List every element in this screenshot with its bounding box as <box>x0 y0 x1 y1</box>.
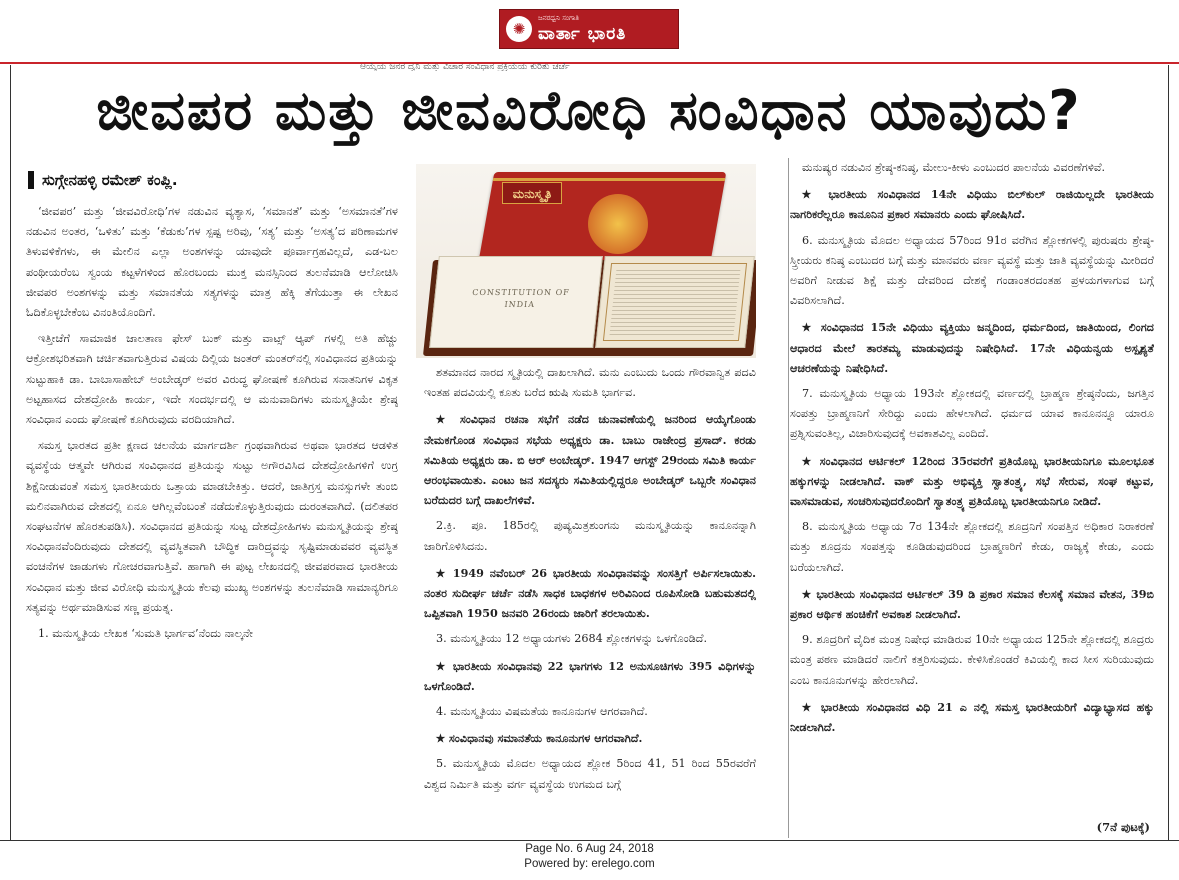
article-photo <box>416 164 756 358</box>
paragraph: ★ 1949 ನವೆಂಬರ್ 26 ಭಾರತೀಯ ಸಂವಿಧಾನವನ್ನು ಸಂಸತ್ತಿಗೆ ಅರ್ಪಿಸಲಾಯಿತು. ನಂತರ ಸುದೀರ್ಘ ಚರ್ಚೆ ನಡೆಸಿ ಸಾಧಕ ಬಾಧಕಗಳ ಅರಿವಿನಿಂದ ರೂಪಿಸೋಡಿ ಬಹುಮತದಲ್ಲಿ ಒಪ್ಪಿತವಾಗಿ 1950 ಜನವರಿ 26ರಂದು ಜಾರಿಗೆ ತರಲಾಯಿತು. <box>424 565 756 621</box>
paragraph: 5. ಮನುಸ್ಮೃತಿಯ ಮೊದಲ ಅಧ್ಯಾಯದ ಶ್ಲೋಕ 5ರಿಂದ 41, 51 ರಿಂದ 55ರವರೆಗೆ ವಿಶ್ವದ ನಿರ್ಮಿತಿ ಮತ್ತು ವರ್ಗ ವ್ಯವಸ್ಥೆಯ ಉಗಮದ ಬಗ್ಗೆ <box>424 757 756 791</box>
article-column-1 <box>26 202 398 842</box>
page-footer <box>0 842 1179 876</box>
paragraph: ಸಮಸ್ತ ಭಾರತದ ಪ್ರತೀ ಕ್ಷಣದ ಚಲನೆಯ ಮಾರ್ಗದರ್ಶಿ ಗ್ರಂಥವಾಗಿರುವ ಅಥವಾ ಭಾರತದ ಆಡಳಿತ ವ್ಯವಸ್ಥೆಯ ಆತ್ಮವೇ ಆಗಿರುವ ಸಂವಿಧಾನದ ಪ್ರತಿಯನ್ನು ಸುಟ್ಟು ಅಗೌರವಿಸಿದ ದೇಶದ್ರೋಹಿಗಳಿಗೆ ಉಗ್ರ ಶಿಕ್ಷೆನೀಡುವಂತೆ ಸಮಸ್ತ ಭಾರತೀಯರು ಒತ್ತಾಯ ಮಾಡಬೇಕಿತ್ತು. ಆದರೆ, ಜಾತಿಗ್ರಸ್ತ ಮನಸ್ಸುಗಳೇ ತುಂಬಿ ಮಲಿನವಾಗಿರುವ ದೇಶದಲ್ಲಿ ಏನೂ ಆಗಿಲ್ಲವೆಂಬಂತೆ ನಡೆದುಕೊಳ್ಳುತ್ತಿರುವುದು ದುರಂತವಾಗಿದೆ. (ದಲಿತಪರ ಸಂಘಟನೆಗಳ ಹೊರತುಪಡಿಸಿ). ಸಂವಿಧಾನದ ಪ್ರತಿಯನ್ನು ಸುಟ್ಟ ದೇಶದ್ರೋಹಿಗಳು ಮನುಸ್ಮೃತಿಯನ್ನು ಶ್ರೇಷ್ಠ ಸಂವಿಧಾನವೆಂದಿರುವುದು ದೇಶದಲ್ಲಿ ವ್ಯವಸ್ಥಿತವಾಗಿ ಬೌದ್ಧಿಕ ದಾರಿದ್ರ್ಯವನ್ನು ಸೃಷ್ಟಿಮಾಡುವವರ ವ್ಯವಸ್ಥಿತ ವಂಚನೆಗಳ ಜಾಡುಗಳು ಗೋಚರವಾಗುತ್ತಿವೆ. ಹಾಗಾಗಿ ಈ ಪುಟ್ಟ ಲೇಖನದಲ್ಲಿ ಜೀವಪರವಾದ ಭಾರತೀಯ ಸಂವಿಧಾನ ಮತ್ತು ಜೀವ ವಿರೋಧಿ ಮನುಸ್ಮೃತಿಯ ಕೆಲವು ಮುಖ್ಯ ಅಂಶಗಳನ್ನು ತುಲನೆಮಾಡಿ ಸಾಮಾನ್ಯರಿಗೂ ಸತ್ಯವನ್ನು ಅರ್ಥಮಾಡಿಸುವ ಸಣ್ಣ ಪ್ರಯತ್ನ. <box>26 439 398 614</box>
paragraph: 9. ಶೂದ್ರರಿಗೆ ವೈದಿಕ ಮಂತ್ರ ನಿಷೇಧ ಮಾಡಿರುವ 10ನೇ ಅಧ್ಯಾಯದ 125ನೇ ಶ್ಲೋಕದಲ್ಲಿ ಶೂದ್ರರು ಮಂತ್ರ ಪಠಣ ಮಾಡಿದರೆ ನಾಲಿಗೆ ಕತ್ತರಿಸುವುದು. ಕೇಳಿಸಿಕೊಂಡರೆ ಕಿವಿಯಲ್ಲಿ ಕಾದ ಸೀಸ ಸುರಿಯುವುದು ಎಂಬ ಕಾನೂನುಗಳನ್ನು ಹೇರಲಾಗಿದೆ. <box>790 633 1154 687</box>
article-column-3 <box>790 158 1154 840</box>
paragraph: ★ ಸಂವಿಧಾನದ 15ನೇ ವಿಧಿಯು ವ್ಯಕ್ತಿಯು ಜನ್ಮದಿಂದ, ಧರ್ಮದಿಂದ, ಜಾತಿಯಿಂದ, ಲಿಂಗದ ಆಧಾರದ ಮೇಲೆ ತಾರತಮ್ಯ ಮಾಡುವುದನ್ನು ನಿಷೇಧಿಸಿದೆ. 17ನೇ ವಿಧಿಯನ್ವಯ ಅಸ್ಪೃಶ್ಯತೆ ಆಚರಣೆಯನ್ನು ನಿಷೇಧಿಸಿದೆ. <box>790 320 1154 375</box>
book-cover-art-icon <box>588 194 648 254</box>
paragraph: 4. ಮನುಸ್ಮೃತಿಯು ವಿಷಮತೆಯ ಕಾನೂನುಗಳ ಆಗರವಾಗಿದೆ. <box>436 705 648 719</box>
paragraph: ಇತ್ತೀಚೆಗೆ ಸಾಮಾಜಿಕ ಜಾಲತಾಣ ಫೇಸ್ ಬುಕ್ ಮತ್ತು ವಾಟ್ಸ್ ಆ್ಯಪ್ ಗಳಲ್ಲಿ ಅತಿ ಹೆಚ್ಚು ಆಕ್ರೋಶಭರಿತವಾಗಿ ಚರ್ಚಿತವಾಗುತ್ತಿರುವ ವಿಷಯ ದಿಲ್ಲಿಯ ಜಂತರ್ ಮಂತರ್‌ನಲ್ಲಿ ಸಂವಿಧಾನದ ಪ್ರತಿಯನ್ನು ಸುಟ್ಟುಹಾಕಿ ಡಾ. ಬಾಬಾಸಾಹೇಬ್ ಅಂಬೇಡ್ಕರ್ ಅವರ ವಿರುದ್ಧ ಘೋಷಣೆ ಕೂಗಿರುವ ಸನಾತನಿಗಳ ವಿಕೃತ ಅಟ್ಟಹಾಸದ ದೇಶದ್ರೋಹಿ ಕಾರ್ಯ, ಇದೇ ಸಂದರ್ಭದಲ್ಲಿ ಆ ಮನುವಾದಿಗಳು ಮನುಸ್ಮೃತಿಯೇ ಶ್ರೇಷ್ಠ ಸಂವಿಧಾನ ಎಂದು ಘೋಷಣೆ ಕೂಗಿರುವುದು ವರದಿಯಾಗಿದೆ. <box>26 332 398 427</box>
paragraph: ಶತಮಾನದ ನಾರದ ಸ್ಮೃತಿಯಲ್ಲಿ ದಾಖಲಾಗಿದೆ. ಮನು ಎಂಬುದು ಒಂದು ಗೌರವಾನ್ವಿತ ಪದವಿ ಇಂತಹ ಪದವಿಯಲ್ಲಿ ಕೂತು ಬರೆದ ಋಷಿ ಸುಮತಿ ಭಾರ್ಗವ. <box>424 366 756 400</box>
paragraph: ★ ಸಂವಿಧಾನದ ಆರ್ಟಿಕಲ್ 12ರಿಂದ 35ರವರೆಗೆ ಪ್ರತಿಯೊಬ್ಬ ಭಾರತೀಯನಿಗೂ ಮೂಲಭೂತ ಹಕ್ಕುಗಳನ್ನು ನೀಡಲಾಗಿದೆ. ವಾಕ್ ಮತ್ತು ಅಭಿವ್ಯಕ್ತಿ ಸ್ವಾತಂತ್ರ್ಯ, ಸಭೆ ಸೇರುವ, ಸಂಘ ಕಟ್ಟುವ, ವಾಸಮಾಡುವ, ಸಂಚರಿಸುವುದರೊಂದಿಗೆ ಸ್ವಾತಂತ್ರ್ಯ ಪ್ರತಿಯೊಬ್ಬ ಭಾರತೀಯನಿಗೂ ನೀಡಿದೆ. <box>790 453 1154 509</box>
powered-by-link[interactable]: Powered by: erelego.com <box>524 858 655 870</box>
paragraph: 1. ಮನುಸ್ಮೃತಿಯ ಲೇಖಕ ‘ಸುಮತಿ ಭಾರ್ಗವ’ನೆಂದು ನಾಲ್ಕನೇ <box>38 627 253 641</box>
page-frame-right <box>1168 65 1169 840</box>
paragraph: ★ ಭಾರತೀಯ ಸಂವಿಧಾನದ ವಿಧಿ 21 ಎ ನಲ್ಲಿ ಸಮಸ್ತ ಭಾರತೀಯರಿಗೆ ವಿದ್ಯಾಭ್ಯಾಸದ ಹಕ್ಕು ನೀಡಲಾಗಿದೆ. <box>790 699 1154 735</box>
paragraph: 8. ಮನುಸ್ಮೃತಿಯ ಅಧ್ಯಾಯ 7ರ 134ನೇ ಶ್ಲೋಕದಲ್ಲಿ ಶೂದ್ರನಿಗೆ ಸಂಪತ್ತಿನ ಅಧಿಕಾರ ನಿರಾಕರಣೆ ಮತ್ತು ಶೂದ್ರನು ಸಂಪತ್ತನ್ನು ಕೂಡಿಡುವುದರಿಂದ ಬ್ರಾಹ್ಮಣರಿಗೆ ಕೇಡು, ರಾಜ್ಯಕ್ಕೆ ಕೇಡು, ಎಂದು ಬರೆಯಲಾಗಿದೆ. <box>790 520 1154 574</box>
paragraph: 7. ಮನುಸ್ಮೃತಿಯ ಅಧ್ಯಾಯ 193ನೇ ಶ್ಲೋಕದಲ್ಲಿ ವರ್ಣದಲ್ಲಿ ಬ್ರಾಹ್ಮಣ ಶ್ರೇಷ್ಠನೆಂದು, ಜಗತ್ತಿನ ಸಂಪತ್ತು ಬ್ರಾಹ್ಮಣನಿಗೆ ಸೇರಿದ್ದು ಎಂದು ಹೇಳಲಾಗಿದೆ. ಧರ್ಮದ ಯಾವ ಕಾನೂನನ್ನೂ ಯಾರೂ ಪ್ರಶ್ನಿಸುವಂತಿಲ್ಲ, ವಿಚಾರಿಸುವುದಕ್ಕೆ ಅವಕಾಶವಿಲ್ಲ ಎಂದಿದೆ. <box>790 387 1154 441</box>
open-book-right-page <box>595 256 755 348</box>
paragraph: ★ ಸಂವಿಧಾನವು ಸಮಾನತೆಯ ಕಾನೂನುಗಳ ಆಗರವಾಗಿದೆ. <box>436 731 643 746</box>
open-book-left-page <box>429 256 603 348</box>
masthead <box>0 0 1179 62</box>
photo-book-title: ಮನುಸ್ಮೃತಿ <box>502 182 562 204</box>
paragraph: 3. ಮನುಸ್ಮೃತಿಯು 12 ಅಧ್ಯಾಯಗಳು 2684 ಶ್ಲೋಕಗಳನ್ನು ಒಳಗೊಂಡಿದೆ. <box>436 632 708 646</box>
footer-rule <box>0 840 1179 841</box>
byline <box>28 168 398 192</box>
article-column-2 <box>424 363 756 841</box>
byline-bar-icon <box>28 171 34 189</box>
logo-name: ವಾರ್ತಾ ಭಾರತಿ <box>538 23 627 44</box>
publication-logo[interactable] <box>499 9 679 49</box>
continued-on-page-link[interactable]: (7ನೆ ಪುಟಕ್ಕೆ) <box>1096 820 1150 834</box>
logo-tagline: ಜನರಧ್ವನಿ ಸಂಗಾತಿ <box>538 13 579 22</box>
paragraph: ★ ಭಾರತೀಯ ಸಂವಿಧಾನದ ಆರ್ಟಿಕಲ್ 39 ಡಿ ಪ್ರಕಾರ ಸಮಾನ ಕೆಲಸಕ್ಕೆ ಸಮಾನ ವೇತನ, 39ಬಿ ಪ್ರಕಾರ ಆರ್ಥಿಕ ಹಂಚಿಕೆಗೆ ಅವಕಾಶ ನೀಡಲಾಗಿದೆ. <box>790 586 1154 622</box>
paragraph: ★ ಭಾರತೀಯ ಸಂವಿಧಾನದ 14ನೇ ವಿಧಿಯು ಬಿಲ್‌ಕುಲ್ ರಾಜಿಯಿಲ್ಲದೇ ಭಾರತೀಯ ನಾಗರಿಕರೆಲ್ಲರೂ ಕಾನೂನಿನ ಪ್ರಕಾರ ಸಮಾನರು ಎಂದು ಘೋಷಿಸಿದೆ. <box>790 187 1154 222</box>
page-number-date: Page No. 6 Aug 24, 2018 <box>525 843 654 855</box>
kicker-text: ಆಯ್ಕೆಯ ಜನರ ದ್ವನಿ ಮತ್ತು ವಿಚಾರ ಸಂವಿಧಾನ ಪ್ರಕ್ರಿಯೆಯ ಕುರಿತು ಚರ್ಚೆ <box>360 63 570 71</box>
photo-caption: CONSTITUTION OF INDIA <box>471 288 571 309</box>
byline-author: ಸುಗ್ಗೇನಹಳ್ಳಿ ರಮೇಶ್ ಕಂಪ್ಲಿ. <box>42 171 178 189</box>
paragraph: ಮನುಷ್ಯರ ನಡುವಿನ ಶ್ರೇಷ್ಠ-ಕನಿಷ್ಠ, ಮೇಲು-ಕೀಳು ಎಂಬುದರ ಪಾಲನೆಯ ವಿವರಣೆಗಳಿವೆ. <box>802 161 1106 174</box>
paragraph: ★ ಸಂವಿಧಾನ ರಚನಾ ಸಭೆಗೆ ನಡೆದ ಚುನಾವಣೆಯಲ್ಲಿ ಜನರಿಂದ ಆಯ್ಕೆಗೊಂಡು ನೇಮಕಗೊಂಡ ಸಂವಿಧಾನ ಸಭೆಯ ಅಧ್ಯಕ್ಷರು ಡಾ. ಬಾಬು ರಾಜೇಂದ್ರ ಪ್ರಸಾದ್. ಕರಡು ಸಮಿತಿಯ ಅಧ್ಯಕ್ಷರು ಡಾ. ಬಿ ಆರ್ ಅಂಬೇಡ್ಕರ್. 1947 ಆಗಸ್ಟ್ 29ರಂದು ಸಮಿತಿ ಕಾರ್ಯ ಆರಂಭವಾಯಿತು. ಎಂಟು ಜನ ಸದಸ್ಯರು ಸಮಿತಿಯಲ್ಲಿದ್ದರೂ ಅಂಬೇಡ್ಕರ್ ಒಬ್ಬರೇ ಸಂವಿಧಾನ ಬರೆದುದರ ಬಗ್ಗೆ ದಾಖಲೆಗಳಿವೆ. <box>424 412 756 508</box>
article-headline: ಜೀವಪರ ಮತ್ತು ಜೀವವಿರೋಧಿ ಸಂವಿಧಾನ ಯಾವುದು? <box>96 79 1082 142</box>
paragraph: 2.ಕ್ರಿ. ಪೂ. 185ರಲ್ಲಿ ಪುಷ್ಯಮಿತ್ರಶುಂಗನು ಮನುಸ್ಮೃತಿಯನ್ನು ಕಾನೂನನ್ನಾಗಿ ಜಾರಿಗೊಳಿಸಿದನು. <box>424 519 756 553</box>
paragraph: 6. ಮನುಸ್ಮೃತಿಯ ಮೊದಲ ಅಧ್ಯಾಯದ 57ರಿಂದ 91ರ ವರೆಗಿನ ಶ್ಲೋಕಗಳಲ್ಲಿ ಪುರುಷರು ಶ್ರೇಷ್ಠ-ಸ್ತ್ರೀಯರು ಕನಿಷ್ಠ ಎಂಬುದರ ಬಗ್ಗೆ ಮತ್ತು ಮಾನವರು ವರ್ಣ ವ್ಯವಸ್ಥೆ ಮತ್ತು ಜಾತಿ ವ್ಯವಸ್ಥೆಯನ್ನು ಮೀರಿದರೆ ಅವರಿಗೆ ನೀಡುವ ಶಿಕ್ಷೆ ಮತ್ತು ದೇವರಿಂದ ದೇಶಕ್ಕೆ ಗಂಡಾಂತರದಂತಹ ಪ್ರಳಯಗಳಾಗುವ ಬಗ್ಗೆ ವಿವರಿಸಲಾಗಿದೆ. <box>790 233 1154 308</box>
paragraph: ‘ಜೀವಪರ’ ಮತ್ತು ‘ಜೀವವಿರೋಧಿ’ಗಳ ನಡುವಿನ ವ್ಯತ್ಯಾಸ, ‘ಸಮಾನತೆ’ ಮತ್ತು ‘ಅಸಮಾನತೆ’ಗಳ ನಡುವಿನ ಅಂತರ, ‘ಒಳಿತು’ ಮತ್ತು ‘ಕೆಡುಕು’ಗಳ ಸ್ಪಷ್ಟ ಅರಿವು, ‘ಸತ್ಯ’ ಮತ್ತು ‘ಅಸತ್ಯ’ದ ಪರಿಣಾಮಗಳ ತಿಳುವಳಿಕೆಗಳು, ಈ ಮೇಲಿನ ಎಲ್ಲಾ ಅಂಶಗಳನ್ನು ಯಾವುದೇ ಪೂರ್ವಾಗ್ರಹವಿಲ್ಲದೆ, ಎಡ-ಬಲ ಪಂಥೀಯರೆಂಬ ಸ್ವಂಯ ಕಟ್ಟಳೆಗಳಿಂದ ಹೊರಬಂದು ಮುಕ್ತ ಮನಸ್ಸಿನಿಂದ ತುಲನೆಮಾಡಿ ಆಲೋಚಿಸಿ ಜೀವಪರ ಅಂಶಗಳನ್ನು ಮತ್ತು ಸಮಾನತೆಯ ಸತ್ಯಗಳನ್ನು ಮಾತ್ರ ಹೆಕ್ಕಿ ತೆಗೆಯುತ್ತಾ ಈ ಲೇಖನ ಓದಿಕೊಳ್ಳಬೇಕೆಂಬ ವಿನಂತಿಯೊಂದಿಗೆ. <box>26 205 398 320</box>
paragraph: ★ ಭಾರತೀಯ ಸಂವಿಧಾನವು 22 ಭಾಗಗಳು 12 ಅನುಸೂಚಿಗಳು 395 ವಿಧಿಗಳನ್ನು ಒಳಗೊಂಡಿದೆ. <box>424 658 756 693</box>
page-frame-left <box>10 65 11 840</box>
column-divider <box>788 158 789 838</box>
logo-emblem-icon: ✺ <box>506 16 532 42</box>
